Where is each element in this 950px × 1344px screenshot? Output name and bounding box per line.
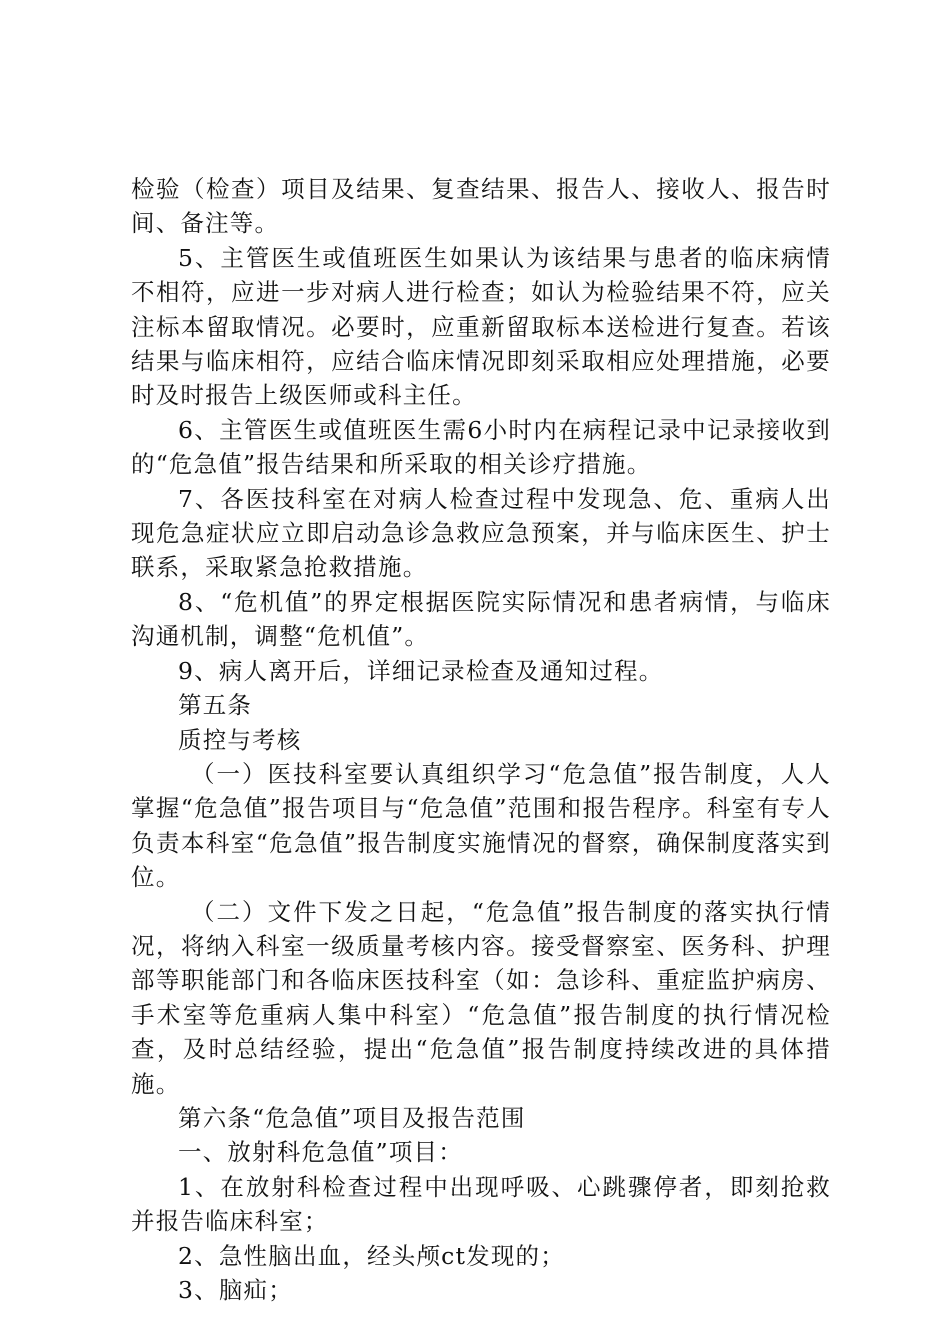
paragraph-qc-2: （二）文件下发之日起，“危急值”报告制度的落实执行情况，将纳入科室一级质量考核内容。接受督察室、医务科、护理部等职能部门和各临床医技科室（如：急诊科、重症监护病房、手术室等危重病人集中科室）“危急值”报告制度的执行情况检查，及时总结经验，提出“危急值”报告制度持续改进的具体措施。 xyxy=(131,897,831,1098)
radiology-section-heading: 一、放射科危急值”项目： xyxy=(178,1138,463,1167)
radiology-item-2: 2、急性脑出血，经头颅ct发现的； xyxy=(178,1241,565,1270)
paragraph-item-5: 5、主管医生或值班医生如果认为该结果与患者的临床病情不相符，应进一步对病人进行检查；如认为检验结果不符，应关注标本留取情况。必要时，应重新留取标本送检进行复查。若该结果与临床相符，应结合临床情况即刻采取相应处理措施，必要时及时报告上级医师或科主任。 xyxy=(131,243,831,410)
paragraph-item-9: 9、病人离开后，详细记录检查及通知过程。 xyxy=(178,656,664,685)
paragraph-report-record-fields: 检验（检查）项目及结果、复查结果、报告人、接收人、报告时间、备注等。 xyxy=(131,175,831,238)
radiology-item-3: 3、脑疝； xyxy=(178,1276,293,1304)
section-heading-quality-control: 质控与考核 xyxy=(178,725,302,754)
article-6-heading: 第六条“危急值”项目及报告范围 xyxy=(178,1103,526,1132)
paragraph-qc-1: （一）医技科室要认真组织学习“危急值”报告制度，人人掌握“危急值”报告项目与“危急值”范围和报告程序。科室有专人负责本科室“危急值”报告制度实施情况的督察，确保制度落实到位。 xyxy=(131,759,831,892)
radiology-item-1: 1、在放射科检查过程中出现呼吸、心跳骤停者，即刻抢救并报告临床科室； xyxy=(131,1172,831,1236)
paragraph-item-6: 6、主管医生或值班医生需6小时内在病程记录中记录接收到的“危急值”报告结果和所采取的相关诊疗措施。 xyxy=(131,415,831,479)
paragraph-item-8: 8、“危机值”的界定根据医院实际情况和患者病情，与临床沟通机制，调整“危机值”。 xyxy=(131,587,831,651)
document-body xyxy=(131,172,831,1307)
article-5-heading: 第五条 xyxy=(178,691,253,720)
paragraph-item-7: 7、各医技科室在对病人检查过程中发现急、危、重病人出现危急症状应立即启动急诊急救应急预案，并与临床医生、护士联系，采取紧急抢救措施。 xyxy=(131,484,831,582)
